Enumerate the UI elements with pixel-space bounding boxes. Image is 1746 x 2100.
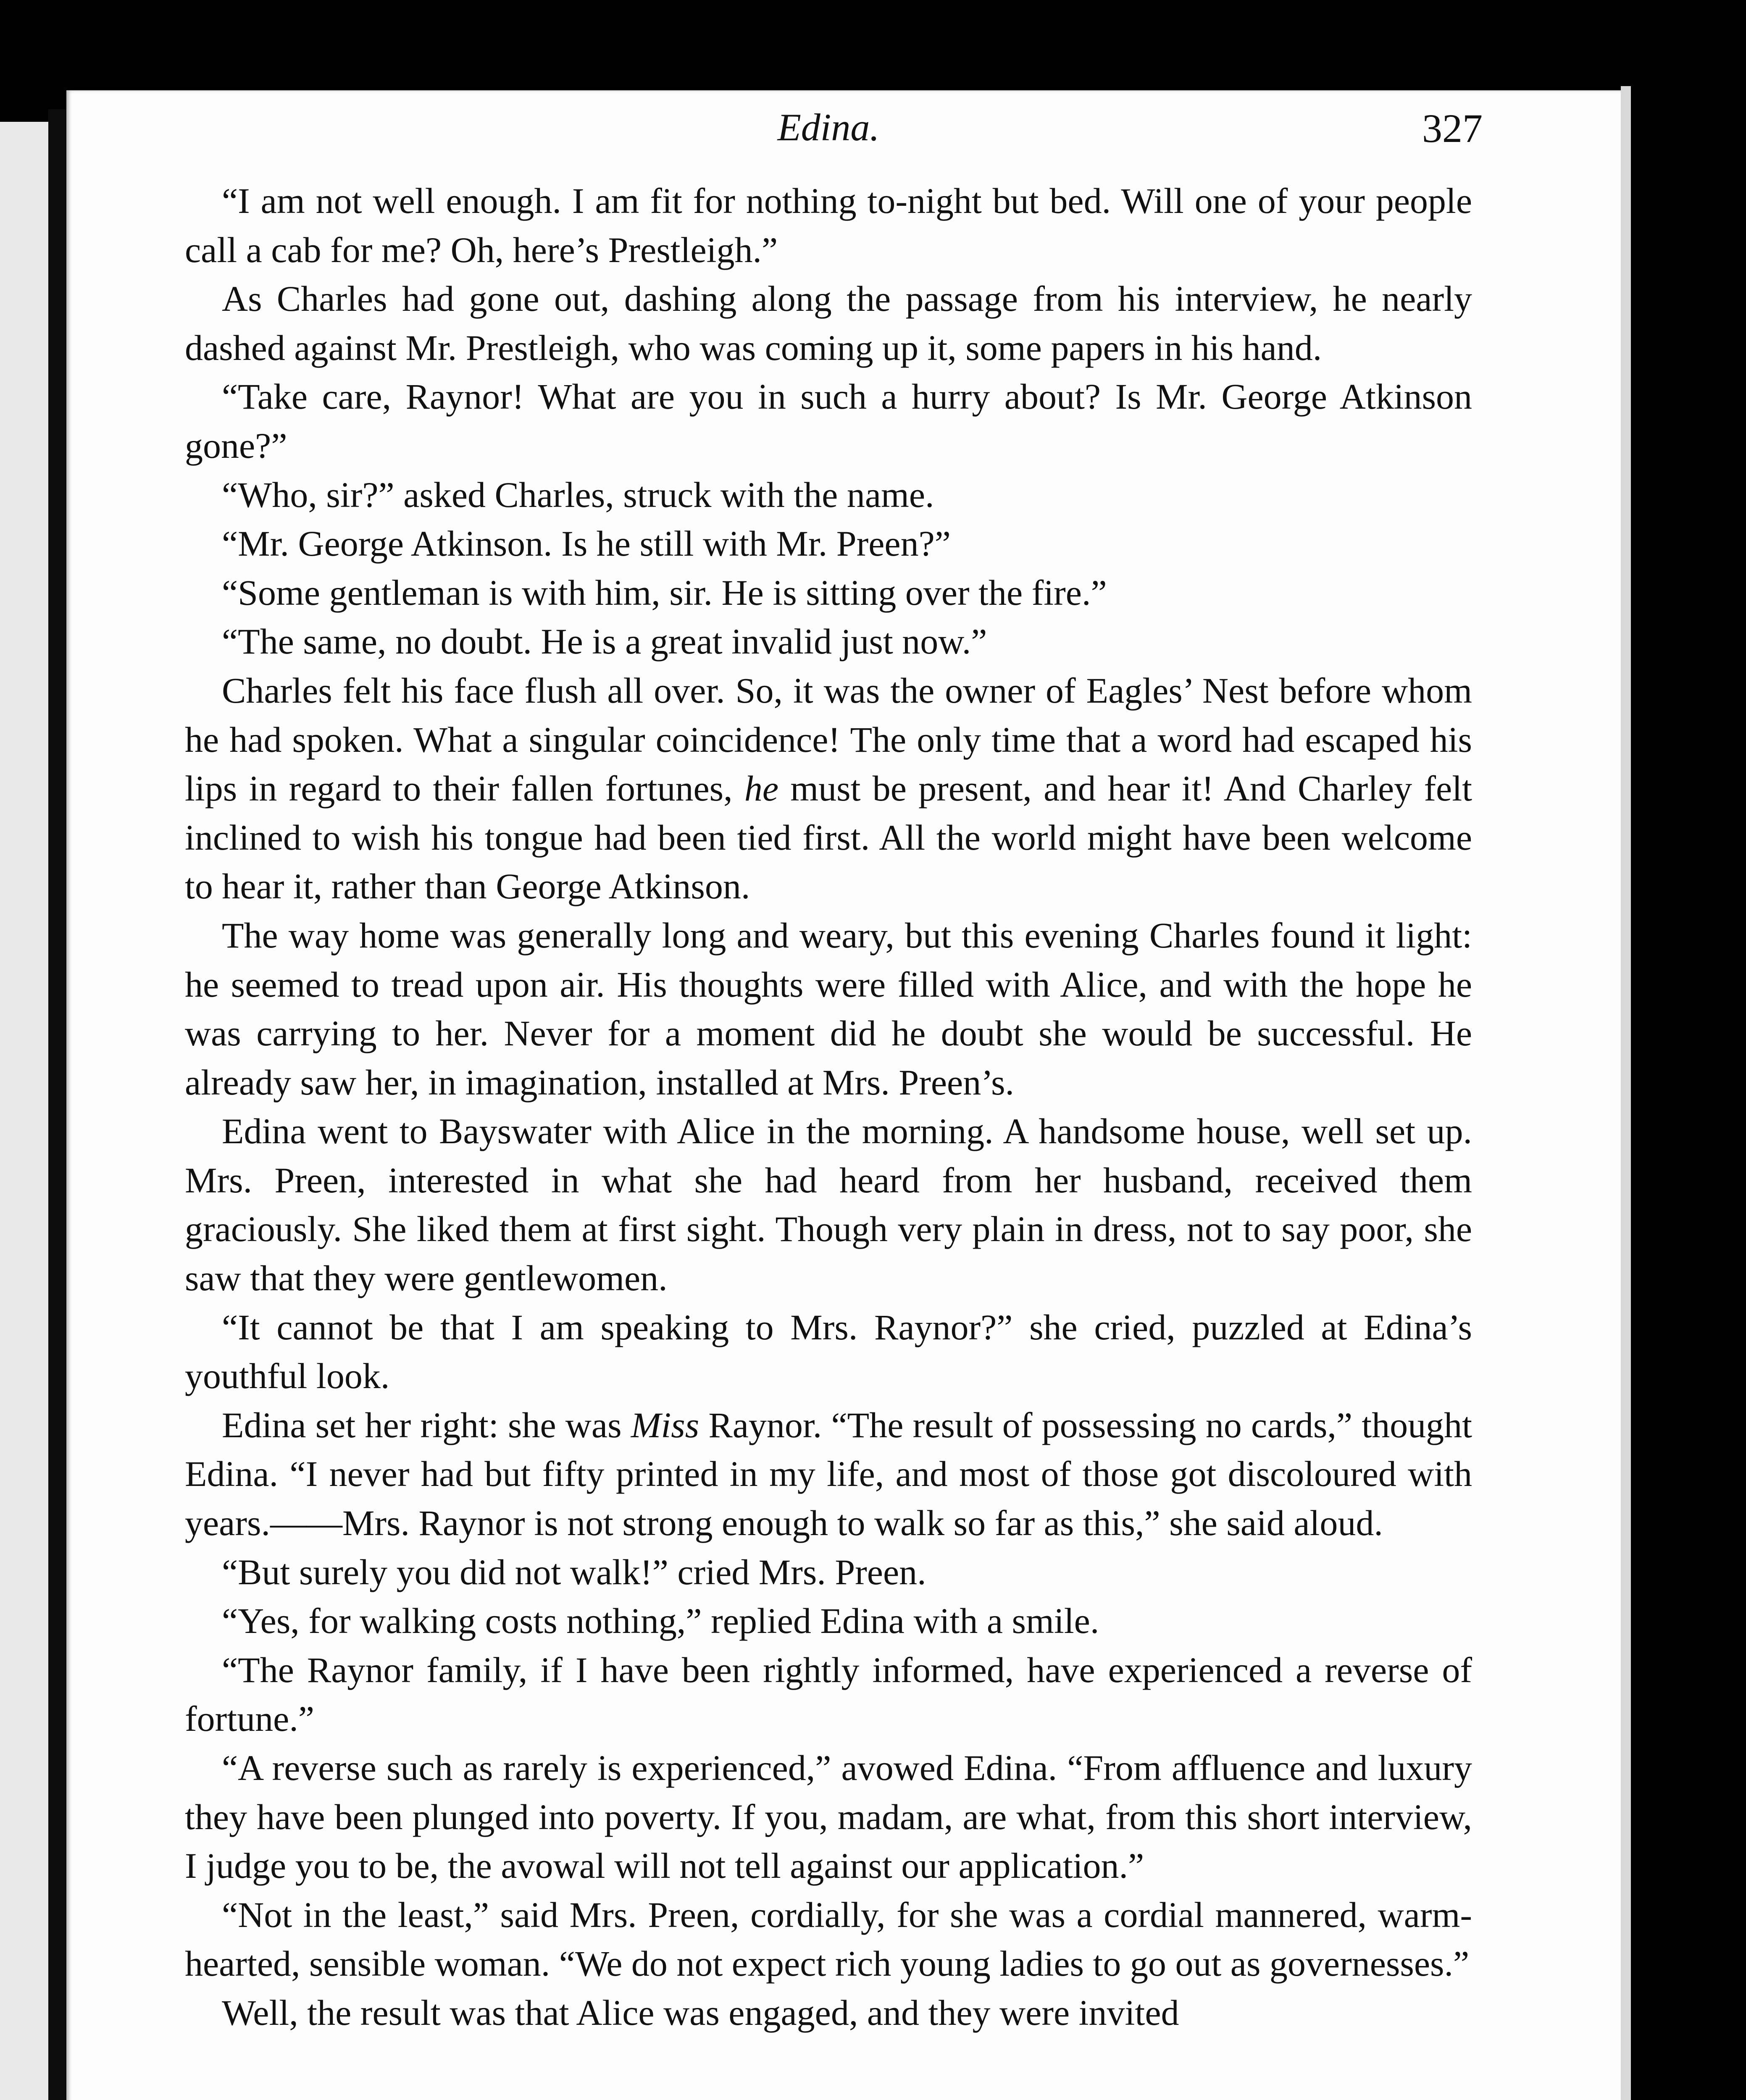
- paragraph: “The Raynor family, if I have been rightly informed, have experienced a reverse of fortune.”: [185, 1649, 1472, 1739]
- paragraph: The way home was generally long and weary, but this evening Charles found it light: he seemed to tread upon air. His thoughts were filled with Alice, and with the hope he was carrying to her. Never for a moment did he doubt she would be successful. He already saw her, in imagination, installed at Mrs. Preen’s.: [185, 915, 1472, 1102]
- paragraph: “I am not well enough. I am fit for nothing to-night but bed. Will one of your people call a cab for me? Oh, here’s Prestleigh.”: [185, 181, 1472, 270]
- facing-page-fragments: [0, 2058, 48, 2100]
- book-gutter: [48, 109, 67, 2100]
- paragraph: “Take care, Raynor! What are you in such a hurry about? Is Mr. George Atkinson gone?”: [185, 376, 1472, 466]
- italic-word: he: [744, 768, 779, 809]
- page-edge: [1621, 86, 1631, 2100]
- paragraph: “Who, sir?” asked Charles, struck with the name.: [222, 474, 934, 515]
- paragraph: Well, the result was that Alice was engaged, and they were invited: [222, 1992, 1179, 2033]
- paragraph: As Charles had gone out, dashing along the passage from his interview, he nearly dashed against Mr. Prestleigh, who was coming up it, some papers in his hand.: [185, 278, 1472, 368]
- paragraph: “Yes, for walking costs nothing,” replied Edina with a smile.: [222, 1601, 1099, 1641]
- paragraph: “The same, no doubt. He is a great invalid just now.”: [222, 621, 987, 662]
- page-header: [185, 105, 1483, 160]
- italic-word: Miss: [631, 1404, 699, 1445]
- running-title: Edina.: [777, 106, 880, 149]
- paragraph: “Some gentleman is with him, sir. He is sitting over the fire.”: [222, 572, 1107, 613]
- paragraph: “It cannot be that I am speaking to Mrs. Raynor?” she cried, puzzled at Edina’s youthful look.: [185, 1307, 1472, 1396]
- page-number: 327: [1422, 106, 1483, 151]
- paragraph: “Mr. George Atkinson. Is he still with Mr. Preen?”: [222, 523, 951, 564]
- body-text: [185, 176, 1472, 2037]
- facing-page-edge: [0, 122, 48, 2100]
- paragraph: “A reverse such as rarely is experienced,” avowed Edina. “From affluence and luxury they have been plunged into poverty. If you, madam, are what, from this short interview, I judge you to be, the avowal will not tell against our application.”: [185, 1748, 1472, 1886]
- paragraph: “Not in the least,” said Mrs. Preen, cordially, for she was a cordial mannered, warm-hearted, sensible woman. “We do not expect rich young ladies to go out as governesses.”: [185, 1894, 1472, 1984]
- paragraph: Edina set her right: she was Miss Raynor. “The result of possessing no cards,” thought Edina. “I never had but fifty printed in my life, and most of those got discoloured with years.——Mrs. Raynor is not strong enough to walk so far as this,” she said aloud.: [185, 1404, 1472, 1544]
- fragment: [0, 2058, 48, 2100]
- paragraph: “But surely you did not walk!” cried Mrs. Preen.: [222, 1551, 926, 1592]
- paragraph: Edina went to Bayswater with Alice in the morning. A handsome house, well set up. Mrs. Preen, interested in what she had heard from her husband, received them graciously. She liked them at first sight. Though very plain in dress, not to say poor, she saw that they were gentlewomen.: [185, 1111, 1472, 1299]
- paragraph: Charles felt his face flush all over. So, it was the owner of Eagles’ Nest before whom he had spoken. What a singular coincidence! The only time that a word had escaped his lips in regard to their fallen fortunes, he must be present, and hear it! And Charley felt inclined to wish his tongue had been tied first. All the world might have been welcome to hear it, rather than George Atkinson.: [185, 670, 1472, 907]
